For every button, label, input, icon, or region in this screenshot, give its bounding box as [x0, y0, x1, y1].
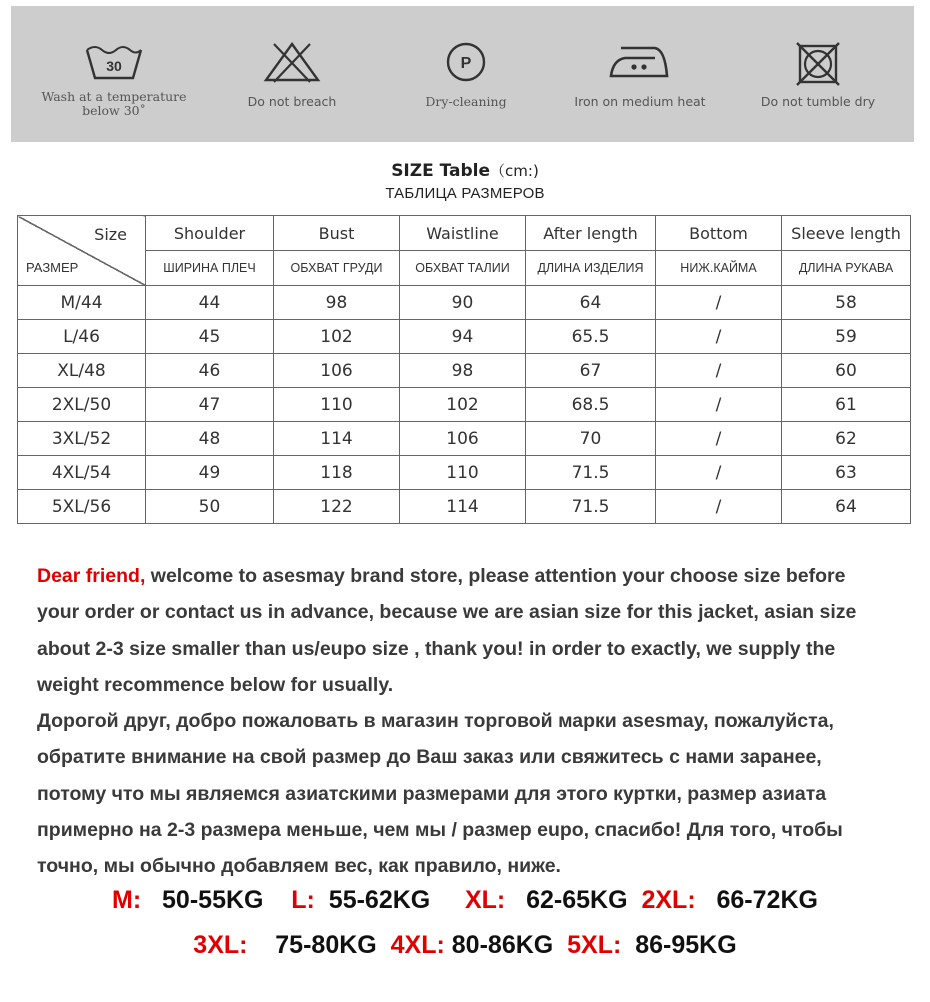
notice-text: welcome to asesmay brand store, please attention your choose size before — [145, 565, 846, 587]
notice-line: your order or contact us in advance, because we are asian size for this jacket, asian size — [37, 601, 857, 624]
table-cell: 48 — [146, 422, 274, 456]
wash-temp-text: 30 — [106, 58, 122, 74]
care-instructions-banner — [11, 6, 914, 142]
table-cell: 50 — [146, 490, 274, 524]
table-cell: 118 — [274, 456, 400, 490]
table-cell: 60 — [782, 354, 911, 388]
weight-range: 66-72KG — [716, 886, 818, 914]
care-label-dryclean: Dry-cleaning — [425, 94, 507, 109]
table-cell: / — [656, 422, 782, 456]
no-bleach-icon — [262, 40, 322, 84]
care-label-tumble: Do not tumble dry — [760, 94, 876, 109]
header-shoulder-ru: ШИРИНА ПЛЕЧ — [146, 251, 274, 286]
table-header-row-ru — [18, 251, 911, 286]
notice-line: about 2-3 size smaller than us/eupo size , thank you! in order to exactly, we supply the — [37, 637, 836, 660]
size-notice — [37, 558, 917, 885]
table-cell: 70 — [526, 422, 656, 456]
table-cell: 61 — [782, 388, 911, 422]
weight-size-label: XL: — [464, 886, 506, 914]
table-cell: 102 — [274, 320, 400, 354]
table-cell: M/44 — [18, 286, 146, 320]
table-cell: 3XL/52 — [18, 422, 146, 456]
care-item-wash — [29, 6, 199, 142]
table-row — [18, 456, 911, 490]
header-bottom-ru: НИЖ.КАЙМА — [656, 251, 782, 286]
table-cell: 67 — [526, 354, 656, 388]
table-row — [18, 388, 911, 422]
weight-row-1 — [0, 886, 930, 915]
care-item-bleach — [207, 6, 377, 142]
table-cell: 65.5 — [526, 320, 656, 354]
table-cell: 46 — [146, 354, 274, 388]
table-cell: 58 — [782, 286, 911, 320]
table-cell: 106 — [274, 354, 400, 388]
header-after-length: After length — [526, 216, 656, 251]
weight-size-label: 5XL: — [567, 931, 622, 959]
table-cell: 49 — [146, 456, 274, 490]
table-cell: 64 — [526, 286, 656, 320]
table-cell: 63 — [782, 456, 911, 490]
header-after-length-ru: ДЛИНА ИЗДЕЛИЯ — [526, 251, 656, 286]
care-label-wash: Wash at a temperature below 30˚ — [41, 89, 187, 118]
no-tumble-dry-icon — [794, 40, 842, 88]
table-cell: XL/48 — [18, 354, 146, 388]
table-cell: 44 — [146, 286, 274, 320]
table-cell: / — [656, 490, 782, 524]
size-table-unit: （cm:) — [490, 162, 539, 180]
weight-size-label: L: — [291, 886, 315, 914]
table-cell: / — [656, 354, 782, 388]
notice-line-ru: точно, мы обычно добавляем вес, как правило, ниже. — [37, 855, 561, 878]
header-shoulder: Shoulder — [146, 216, 274, 251]
table-cell: 2XL/50 — [18, 388, 146, 422]
care-item-tumble — [733, 6, 903, 142]
table-cell: 110 — [274, 388, 400, 422]
iron-medium-icon — [607, 40, 673, 80]
table-cell: 71.5 — [526, 490, 656, 524]
table-cell: 122 — [274, 490, 400, 524]
weight-size-label: M: — [112, 886, 142, 914]
table-cell: 71.5 — [526, 456, 656, 490]
table-corner-cell — [18, 216, 146, 286]
notice-line-ru: примерно на 2-3 размера меньше, чем мы / размер eupo, спасибо! Для того, чтобы — [37, 819, 843, 842]
weight-range: 50-55KG — [162, 886, 264, 914]
notice-greeting: Dear friend, — [37, 565, 146, 587]
table-cell: 45 — [146, 320, 274, 354]
size-table-title — [0, 160, 930, 181]
table-cell: 68.5 — [526, 388, 656, 422]
table-cell: 62 — [782, 422, 911, 456]
table-cell: 94 — [400, 320, 526, 354]
table-cell: 114 — [274, 422, 400, 456]
table-cell: 98 — [400, 354, 526, 388]
size-table — [17, 215, 911, 524]
weight-row-2 — [0, 931, 930, 960]
table-cell: L/46 — [18, 320, 146, 354]
table-cell: 59 — [782, 320, 911, 354]
header-bust-ru: ОБХВАТ ГРУДИ — [274, 251, 400, 286]
dry-clean-icon — [444, 40, 488, 84]
table-cell: 114 — [400, 490, 526, 524]
table-cell: / — [656, 320, 782, 354]
table-cell: 47 — [146, 388, 274, 422]
table-cell: / — [656, 388, 782, 422]
header-waistline-ru: ОБХВАТ ТАЛИИ — [400, 251, 526, 286]
notice-line: weight recommence below for usually. — [37, 673, 394, 696]
notice-line — [37, 558, 917, 594]
table-cell: 102 — [400, 388, 526, 422]
corner-size-label-ru: РАЗМЕР — [26, 260, 79, 275]
table-cell: 4XL/54 — [18, 456, 146, 490]
table-row — [18, 490, 911, 524]
table-row — [18, 286, 911, 320]
notice-line-ru: обратите внимание на свой размер до Ваш заказ или свяжитесь с нами заранее, — [37, 746, 822, 769]
notice-line-ru: потому что мы являемся азиатскими размерами для этого куртки, размер азиата — [37, 782, 827, 805]
header-bottom: Bottom — [656, 216, 782, 251]
header-sleeve-length: Sleeve length — [782, 216, 911, 251]
wash-30-icon — [83, 40, 145, 82]
table-row — [18, 422, 911, 456]
header-sleeve-length-ru: ДЛИНА РУКАВА — [782, 251, 911, 286]
weight-range: 62-65KG — [526, 886, 628, 914]
weight-size-label: 2XL: — [641, 886, 696, 914]
dry-clean-letter: P — [460, 55, 472, 72]
table-cell: 98 — [274, 286, 400, 320]
table-cell: 106 — [400, 422, 526, 456]
table-cell: / — [656, 456, 782, 490]
size-table-title-bold: SIZE Table — [391, 161, 491, 181]
weight-size-label: 4XL: — [390, 931, 445, 959]
weight-range: 55-62KG — [328, 886, 431, 914]
table-cell: / — [656, 286, 782, 320]
care-item-dryclean — [381, 6, 551, 142]
notice-line-ru: Дорогой друг, добро пожаловать в магазин торговой марки asesmay, пожалуйста, — [37, 710, 834, 733]
table-header-row-en — [18, 216, 911, 251]
care-label-iron: Iron on medium heat — [574, 94, 706, 109]
size-table-subtitle: ТАБЛИЦА РАЗМЕРОВ — [385, 185, 545, 202]
table-row — [18, 354, 911, 388]
care-label-bleach: Do not breach — [247, 94, 337, 109]
header-bust: Bust — [274, 216, 400, 251]
table-cell: 5XL/56 — [18, 490, 146, 524]
weight-size-label: 3XL: — [193, 931, 248, 959]
weight-range: 75-80KG — [275, 931, 377, 959]
table-cell: 64 — [782, 490, 911, 524]
table-cell: 90 — [400, 286, 526, 320]
header-waistline: Waistline — [400, 216, 526, 251]
weight-range: 80-86KG — [451, 931, 554, 959]
table-cell: 110 — [400, 456, 526, 490]
table-row — [18, 320, 911, 354]
care-item-iron — [555, 6, 725, 142]
weight-range: 86-95KG — [635, 931, 737, 959]
corner-size-label: Size — [94, 225, 127, 244]
